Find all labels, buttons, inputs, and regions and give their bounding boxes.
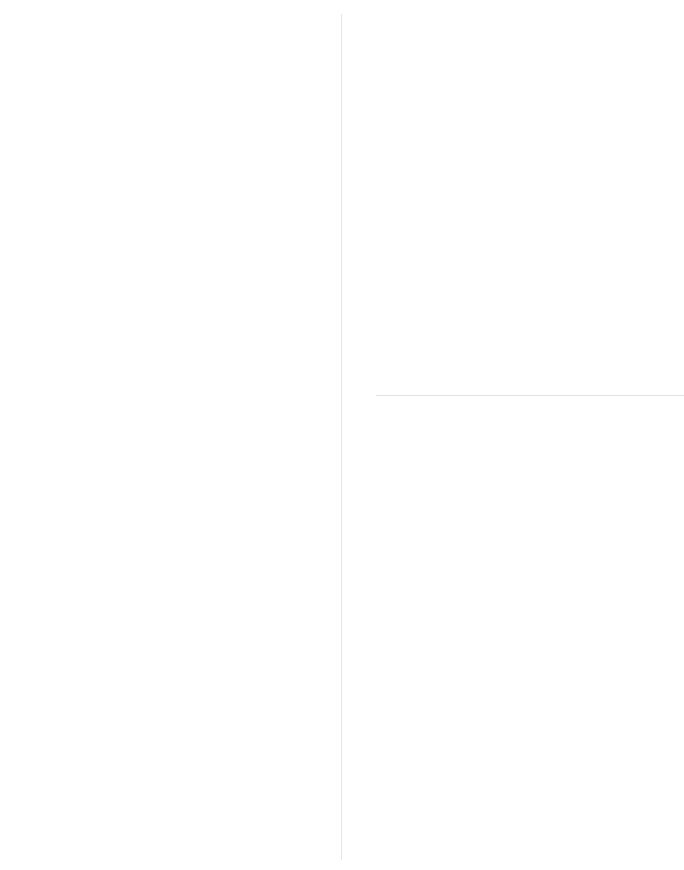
end-of-content-rule (376, 395, 684, 396)
column-divider (341, 14, 342, 860)
